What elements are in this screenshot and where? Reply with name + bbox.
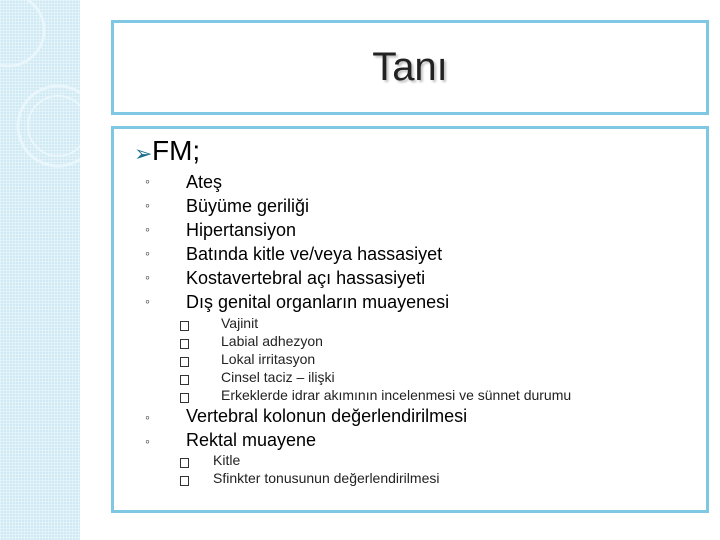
list-item: Batında kitle ve/veya hassasiyet	[186, 244, 443, 264]
ring-bullet-icon: ◦	[145, 293, 150, 309]
list-item: Büyüme geriliği	[186, 196, 310, 216]
content-box	[111, 126, 709, 513]
box-bullet-icon	[180, 455, 189, 473]
box-bullet-icon	[180, 354, 189, 372]
ring-bullet-icon: ◦	[145, 245, 150, 261]
ring-bullet-icon: ◦	[145, 173, 150, 189]
sub-list-item: Vajinit	[221, 315, 259, 331]
list-item: Ateş	[186, 172, 223, 192]
ring-bullet-icon: ◦	[145, 197, 150, 213]
list-item: Rektal muayene	[186, 430, 317, 450]
decorative-circles	[0, 0, 80, 200]
sub-list-item: Lokal irritasyon	[221, 351, 316, 367]
arrow-bullet-icon: ➢	[134, 141, 153, 166]
list-item: Vertebral kolonun değerlendirilmesi	[186, 406, 468, 426]
sub-list-item: Erkeklerde idrar akımının incelenmesi ve sünnet durumu	[221, 387, 572, 403]
title-box	[111, 20, 709, 115]
box-bullet-icon	[180, 372, 189, 390]
ring-bullet-icon: ◦	[145, 409, 150, 425]
heading-fm: FM;	[152, 135, 201, 166]
ring-bullet-icon: ◦	[145, 433, 150, 449]
box-bullet-icon	[180, 336, 189, 354]
list-item: Hipertansiyon	[186, 220, 297, 240]
sub-list-item: Sfinkter tonusunun değerlendirilmesi	[213, 470, 440, 486]
ring-bullet-icon: ◦	[145, 221, 150, 237]
sub-list-item: Cinsel taciz – ilişki	[221, 369, 335, 385]
sub-list-item: Kitle	[213, 452, 241, 468]
slide-title: Tanı	[372, 45, 448, 89]
decorative-side-band	[0, 0, 80, 540]
box-bullet-icon	[180, 473, 189, 491]
box-bullet-icon	[180, 318, 189, 336]
list-item: Kostavertebral açı hassasiyeti	[186, 268, 426, 288]
sub-list-item: Labial adhezyon	[221, 333, 323, 349]
list-item: Dış genital organların muayenesi	[186, 292, 450, 312]
ring-bullet-icon: ◦	[145, 269, 150, 285]
